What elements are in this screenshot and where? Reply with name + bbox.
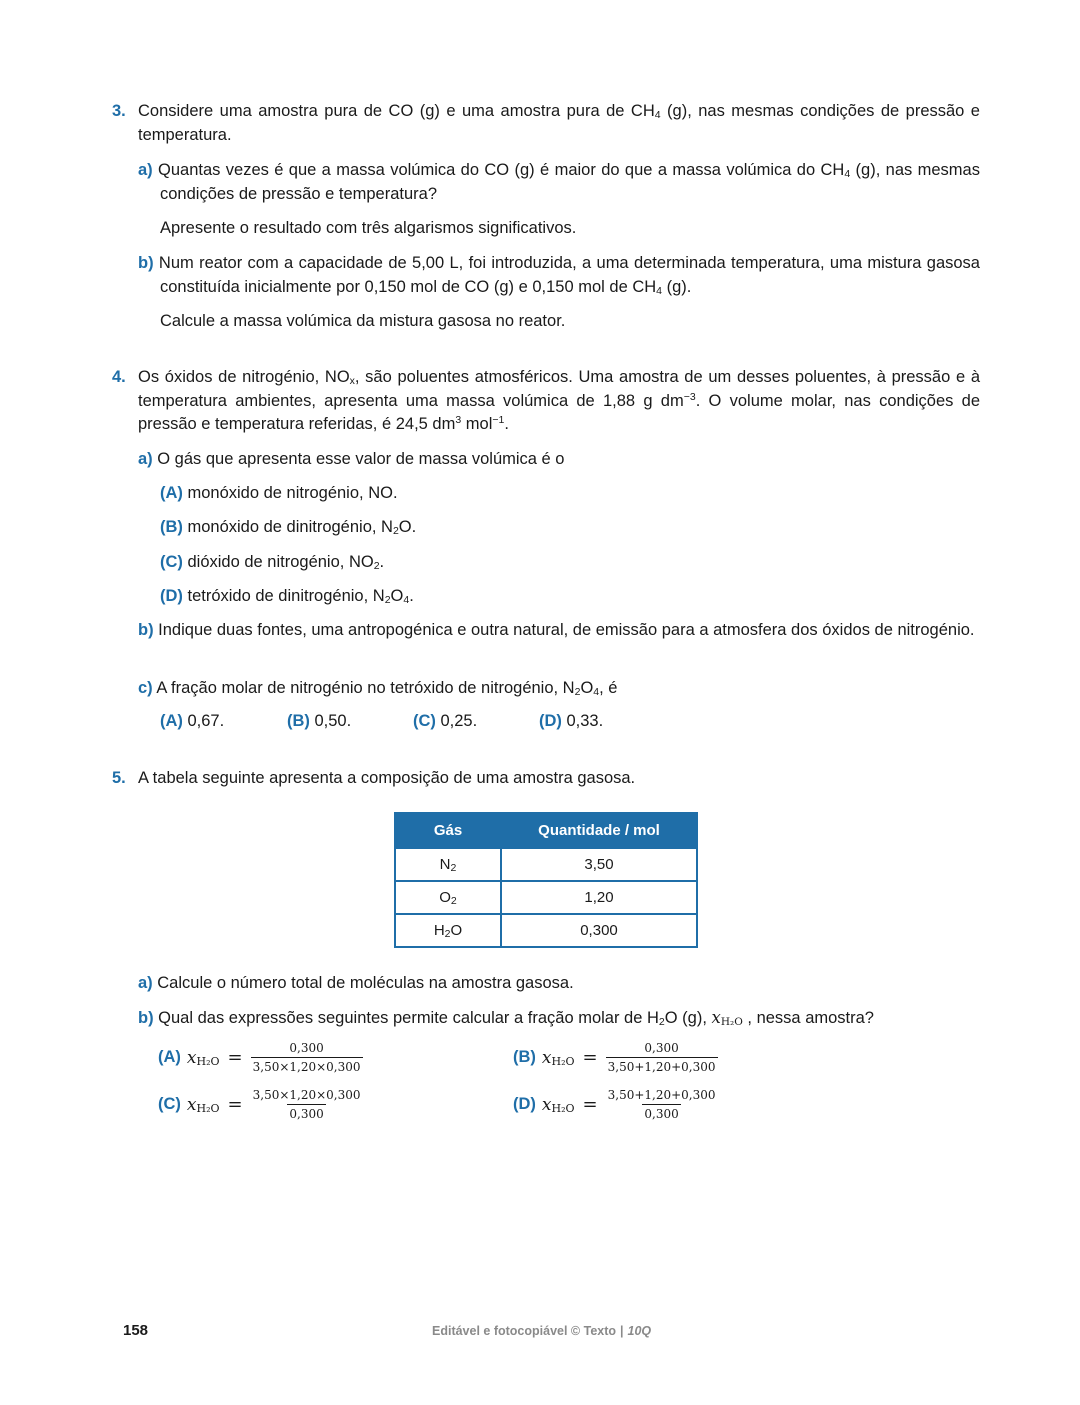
question-4b-label: b) — [138, 621, 154, 639]
table-row — [395, 914, 697, 947]
question-4a-label: a) — [138, 450, 153, 468]
question-4c-option-d[interactable]: (D) 0,33. — [539, 712, 604, 730]
question-4a-option-d[interactable]: (D) tetróxido de dinitrogénio, $N_2O_4$. — [160, 587, 414, 606]
question-3a-label: a) — [138, 161, 153, 179]
table-cell-gas: $H_2O$ — [395, 914, 501, 947]
fraction: $\frac{3,50\times 1,20\times 0,300}{0,300}$ — [252, 1088, 361, 1121]
question-4a: a) O gás que apresenta esse valor de massa volúmica é o — [138, 450, 565, 468]
question-5b: b) Qual das expressões seguintes permite calcular a fração molar de $H_2O$ (g), $x_{H_2O}$ , nessa amostra? — [138, 1008, 874, 1028]
question-3-number: 3. — [112, 102, 126, 120]
question-4c: c) A fração molar de nitrogénio no tetróxido de nitrogénio, $N_2O_4$, é — [138, 679, 618, 698]
question-3-text: Considere uma amostra pura de CO (g) e uma amostra pura de $CH_4$ (g), nas mesmas condições de pressão e temperatura. — [138, 102, 980, 144]
table-header-amount: Quantidade / mol — [501, 813, 697, 848]
question-5b-label: b) — [138, 1009, 154, 1027]
question-4c-label: c) — [138, 679, 153, 697]
fraction: $\frac{3,50+1,20+0,300}{0,300}$ — [607, 1088, 716, 1121]
question-4c-option-b[interactable]: (B) 0,50. — [287, 712, 352, 730]
question-3b: b) Num reator com a capacidade de 5,00 L, foi introduzida, a uma determinada temperatura, uma mistura gasosa constituída inicialmente por 0,150 mol de CO (g) e 0,150 mol de $CH_4$ (g). — [138, 254, 980, 297]
question-3b-note: Calcule a massa volúmica da mistura gasosa no reator. — [160, 312, 566, 330]
question-3b-label: b) — [138, 254, 154, 272]
page-number: 158 — [123, 1322, 149, 1339]
table-header-gas: Gás — [395, 813, 501, 848]
fraction: $\frac{0,300}{3,50+1,20+0,300}$ — [607, 1041, 716, 1074]
question-4-number: 4. — [112, 368, 126, 386]
footer-copyright: Editável e fotocopiável © Texto | 10Q — [432, 1324, 652, 1338]
question-4a-option-c[interactable]: (C) dióxido de nitrogénio, $NO_2$. — [160, 553, 385, 572]
question-4c-option-a[interactable]: (A) 0,67. — [160, 712, 225, 730]
table-row — [395, 848, 697, 881]
table-cell-gas: $N_2$ — [395, 848, 501, 881]
question-5-number: 5. — [112, 769, 126, 787]
question-5b-option-d[interactable]: (D) $x_{H_2O}$ = $\frac{3,50+1,20+0,300}{0,300}$ — [513, 1088, 716, 1121]
question-5a-label: a) — [138, 974, 153, 992]
table-header-row — [395, 813, 697, 848]
question-4c-option-c[interactable]: (C) 0,25. — [413, 712, 478, 730]
question-5b-option-b[interactable]: (B) $x_{H_2O}$ = $\frac{0,300}{3,50+1,20+0,300}$ — [513, 1041, 716, 1074]
table-cell-amount: 1,20 — [501, 881, 697, 914]
question-5b-option-a[interactable]: (A) $x_{H_2O}$ = $\frac{0,300}{3,50\times 1,20\times 0,300}$ — [158, 1041, 361, 1074]
gas-composition-table — [394, 812, 698, 948]
fraction: $\frac{0,300}{3,50\times 1,20\times 0,300}$ — [252, 1041, 361, 1074]
question-4a-option-a[interactable]: (A) monóxido de nitrogénio, NO. — [160, 484, 398, 502]
question-4a-option-b[interactable]: (B) monóxido de dinitrogénio, $N_2O$. — [160, 518, 417, 537]
question-3a-note: Apresente o resultado com três algarismos significativos. — [160, 219, 577, 237]
question-4-text: Os óxidos de nitrogénio, $NO_x$, são poluentes atmosféricos. Uma amostra de um desses poluentes, à pressão e à temperatura ambientes, apresenta uma massa volúmica de 1,88 g $dm^{-3}$. O volume molar, nas condições de pressão e temperatura referidas, é 24,5 $dm^3$ mol$^{-1}$. — [138, 368, 980, 433]
question-3a: a) Quantas vezes é que a massa volúmica do CO (g) é maior do que a massa volúmica do $CH_4$ (g), nas mesmas condições de pressão e temperatura? — [138, 161, 980, 203]
table-row — [395, 881, 697, 914]
question-5-text: A tabela seguinte apresenta a composição de uma amostra gasosa. — [138, 769, 636, 787]
question-5b-option-c[interactable]: (C) $x_{H_2O}$ = $\frac{3,50\times 1,20\times 0,300}{0,300}$ — [158, 1088, 361, 1121]
question-5a: a) Calcule o número total de moléculas na amostra gasosa. — [138, 974, 574, 992]
question-4b: b) Indique duas fontes, uma antropogénica e outra natural, de emissão para a atmosfera dos óxidos de nitrogénio. — [138, 621, 975, 639]
table-cell-gas: $O_2$ — [395, 881, 501, 914]
table-cell-amount: 3,50 — [501, 848, 697, 881]
table-cell-amount: 0,300 — [501, 914, 697, 947]
